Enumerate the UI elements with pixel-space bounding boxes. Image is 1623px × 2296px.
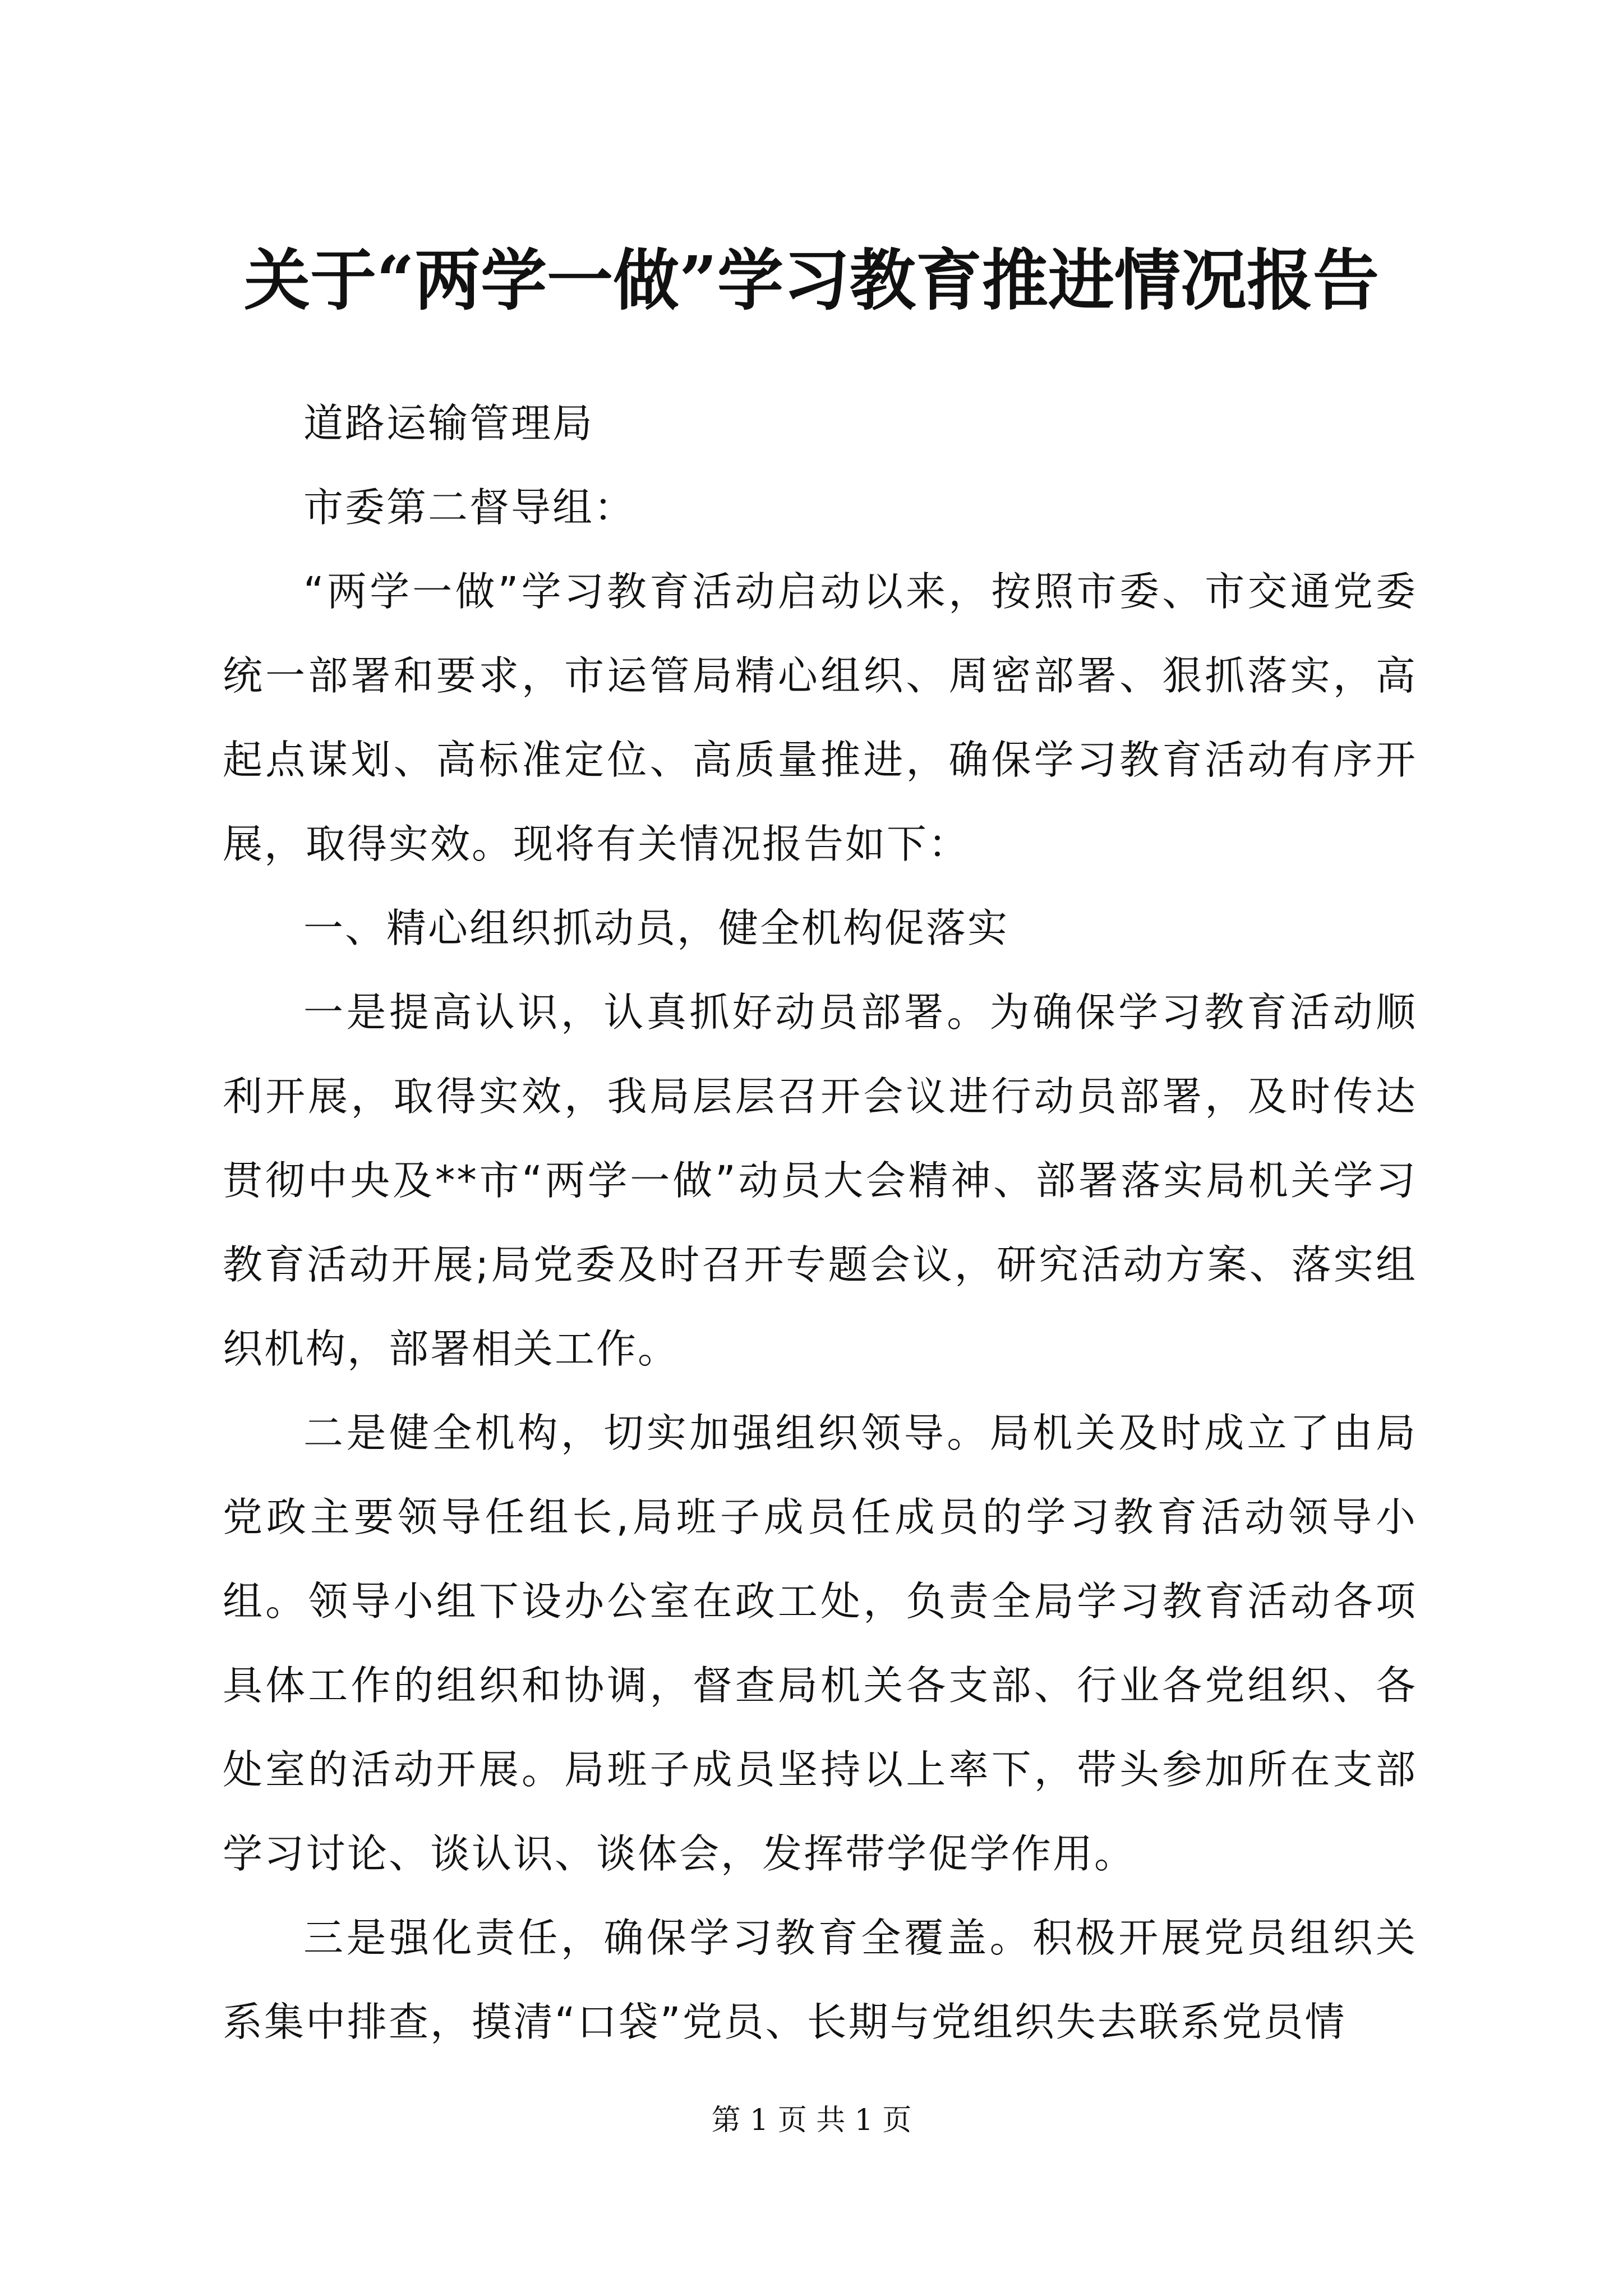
document-title: 关于“两学一做”学习教育推进情况报告 [244,241,1379,319]
body-paragraph: 一是提高认识，认真抓好动员部署。为确保学习教育活动顺利开展，取得实效，我局层层召开会议进行动员部署，及时传达贯彻中央及**市“两学一做”动员大会精神、部署落实局机关学习教育活动开展;局党委及时召开专题会议，研究活动方案、落实组织机构，部署相关工作。 [223,989,1417,1372]
body-paragraph: 二是健全机构，切实加强组织领导。局机关及时成立了由局党政主要领导任组长,局班子成员任成员的学习教育活动领导小组。领导小组下设办公室在政工处，负责全局学习教育活动各项具体工作的组织和协调，督查局机关各支部、行业各党组织、各处室的活动开展。局班子成员坚持以上率下，带头参加所在支部学习讨论、谈认识、谈体会，发挥带学促学作用。 [223,1410,1417,1877]
body-paragraph: 三是强化责任，确保学习教育全覆盖。积极开展党员组织关系集中排查，摸清“口袋”党员、长期与党组织失去联系党员情 [223,1915,1417,2045]
salutation: 市委第二督导组： [303,484,636,531]
document-body [223,381,1417,2064]
section-heading: 一、精心组织抓动员，健全机构促落实 [303,905,1009,951]
organization-name: 道路运输管理局 [303,400,594,447]
intro-paragraph: “两学一做”学习教育活动启动以来，按照市委、市交通党委统一部署和要求，市运管局精心组织、周密部署、狠抓落实，高起点谋划、高标准定位、高质量推进，确保学习教育活动有序开展，取得实效。现将有关情况报告如下： [223,568,1417,867]
page-footer: 第 1 页 共 1 页 [711,2104,912,2137]
